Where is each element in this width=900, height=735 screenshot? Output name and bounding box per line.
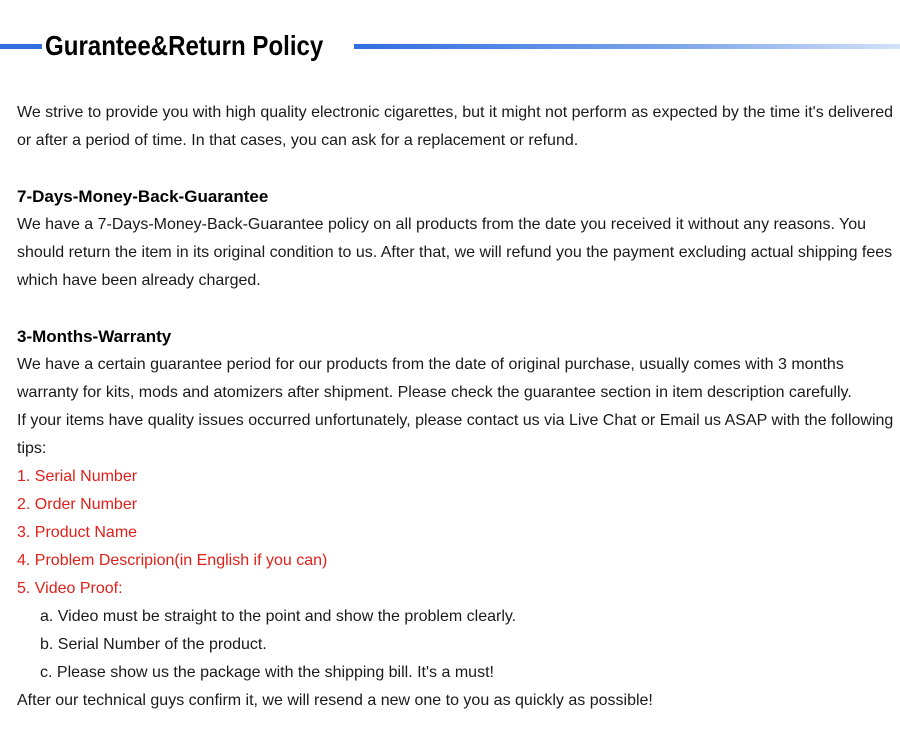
spacer: [17, 295, 900, 323]
video-proof-item: c. Please show us the package with the shipping bill. It's a must!: [40, 664, 494, 681]
video-proof-item: a. Video must be straight to the point and show the problem clearly.: [40, 608, 517, 625]
closing-paragraph: After our technical guys confirm it, we will resend a new one to you as quickly as possible!: [17, 692, 653, 709]
warranty-title: 3-Months-Warranty: [17, 327, 172, 346]
tip-video-proof: 5. Video Proof:: [17, 580, 123, 597]
warranty-body: We have a certain guarantee period for our products from the date of original purchase, usually comes with 3 months warranty for kits, mods and atomizers after shipment. Please check the guarantee section in item description carefully.: [17, 356, 852, 401]
tip-problem-description: 4. Problem Descripion(in English if you can): [17, 552, 328, 569]
policy-header: [0, 26, 900, 66]
intro-paragraph: We strive to provide you with high quality electronic cigarettes, but it might not perform as expected by the time it's delivered or after a period of time. In that cases, you can ask for a replacement or refund.: [17, 104, 894, 149]
tip-product-name: 3. Product Name: [17, 524, 138, 541]
money-back-title: 7-Days-Money-Back-Guarantee: [17, 187, 269, 206]
policy-content: [17, 99, 900, 715]
warranty-contact: If your items have quality issues occurred unfortunately, please contact us via Live Chat or Email us ASAP with the following tips:: [17, 412, 894, 457]
video-proof-item: b. Serial Number of the product.: [40, 636, 267, 653]
tip-order-number: 2. Order Number: [17, 496, 138, 513]
spacer: [17, 155, 900, 183]
money-back-body: We have a 7-Days-Money-Back-Guarantee policy on all products from the date you received it without any reasons. You should return the item in its original condition to us. After that, we will refund you the payment excluding actual shipping fees which have been already charged.: [17, 216, 893, 289]
tip-serial-number: 1. Serial Number: [17, 468, 138, 485]
header-bar-right: [354, 44, 900, 49]
header-bar-left: [0, 44, 42, 49]
page-title: Gurantee&Return Policy: [45, 30, 324, 61]
